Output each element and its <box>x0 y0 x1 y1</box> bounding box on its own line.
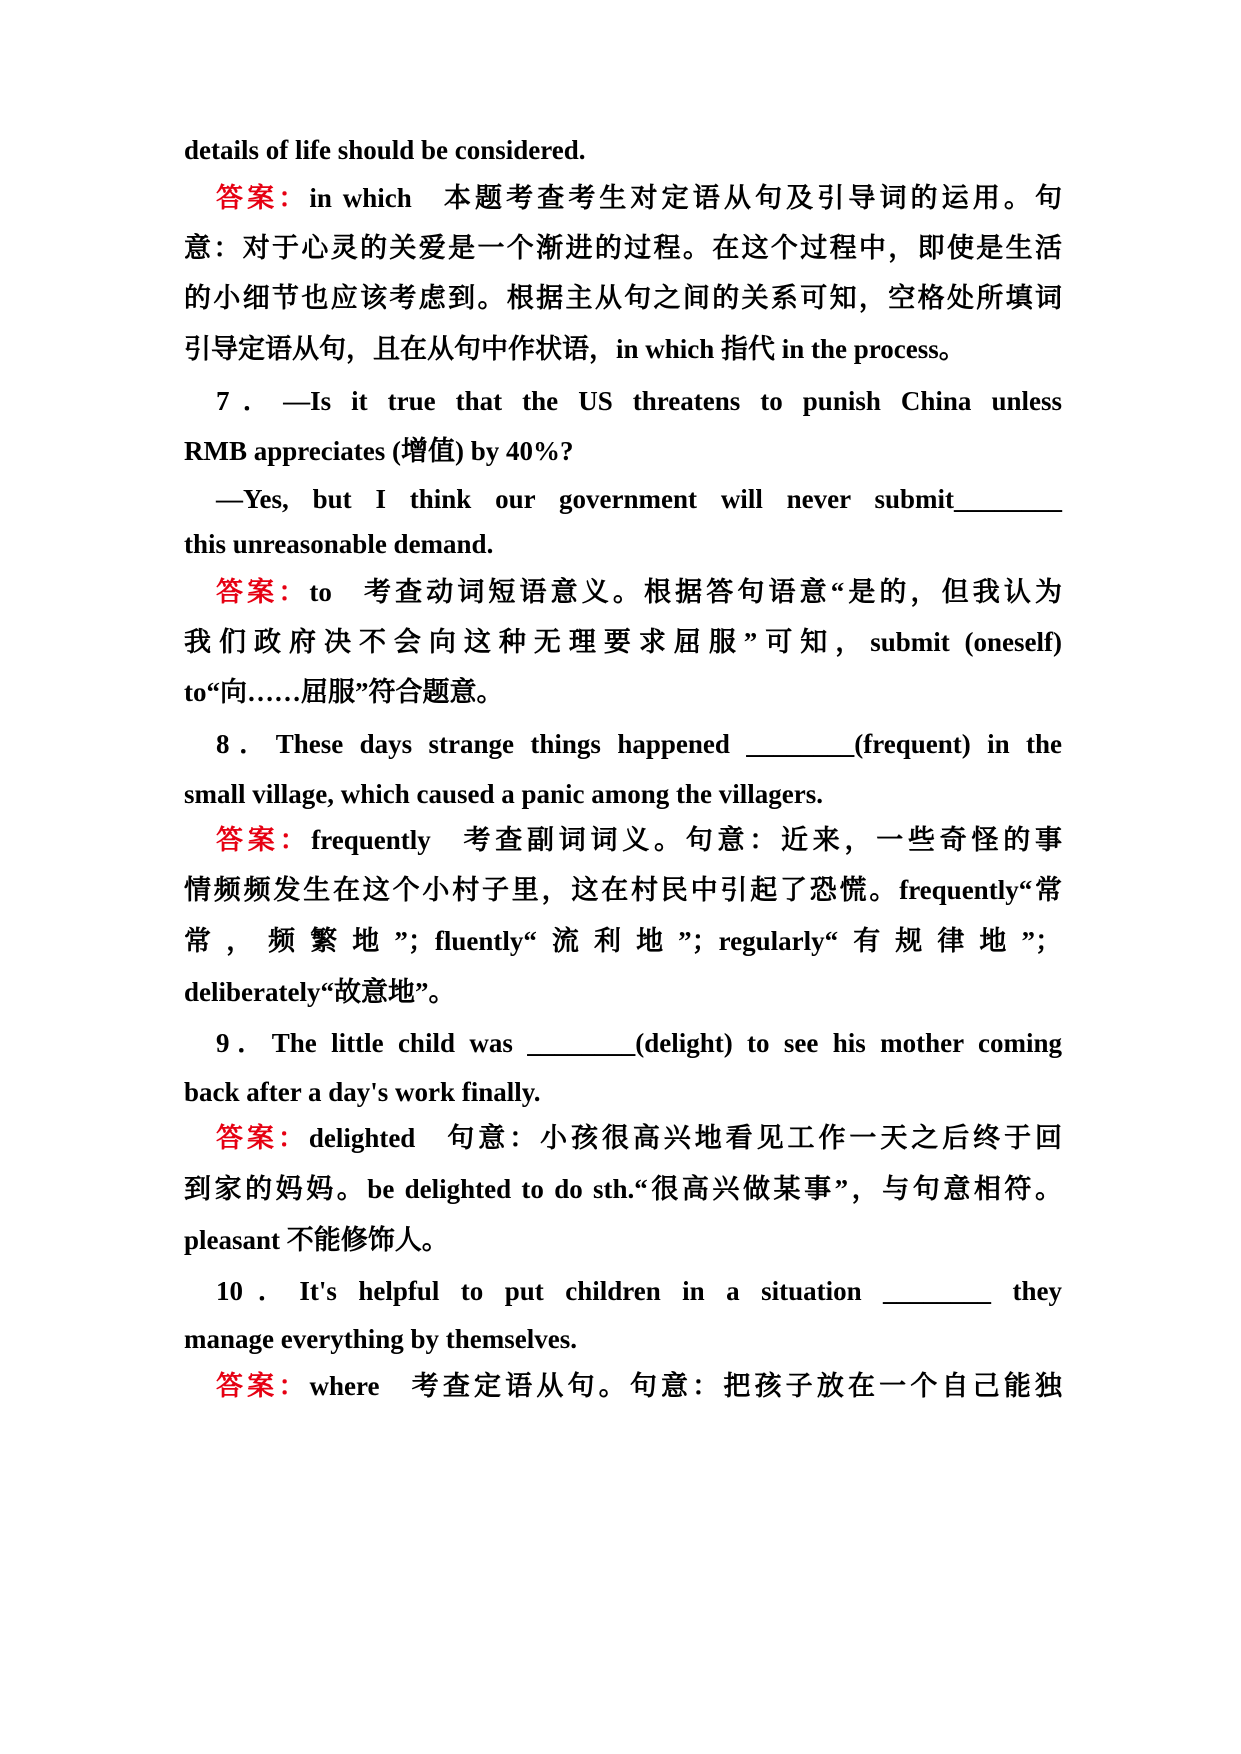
answer-8-first-line <box>216 822 1062 858</box>
answer-8-line: 常，频繁地”；fluently“流利地”；regularly“有规律地”； <box>184 926 1062 956</box>
answer-7-line: 我们政府决不会向这种无理要求屈服”可知，submit (oneself) <box>184 627 1062 657</box>
question-7-reply: —Yes, but I think our government will never submit________ <box>216 484 1062 514</box>
answer-key: in which <box>309 183 412 213</box>
answer-explanation: 句意：小孩很高兴地看见工作一天之后终于回 <box>443 1123 1063 1153</box>
answer-10-first-line <box>216 1368 1062 1404</box>
answer-label: 答案： <box>216 183 310 213</box>
answer-key: to <box>309 577 332 607</box>
answer-key: frequently <box>311 825 431 855</box>
answer-9-first-line <box>216 1120 1062 1156</box>
answer-9-line: 到家的妈妈。be delighted to do sth.“很高兴做某事”，与句意相符。 <box>184 1174 1062 1204</box>
answer-6-line: 引导定语从句，且在从句中作状语，in which 指代 in the process。 <box>184 334 966 364</box>
question-6-tail: details of life should be considered. <box>184 135 586 165</box>
answer-key: where <box>309 1371 380 1401</box>
question-10: 10．It's helpful to put children in a situation ________ they <box>216 1276 1062 1306</box>
answer-explanation: 本题考查考生对定语从句及引导词的运用。句 <box>439 183 1063 213</box>
question-8: 8．These days strange things happened ________(frequent) in the <box>216 729 1062 759</box>
answer-label: 答案： <box>216 1123 309 1153</box>
answer-6-first-line <box>216 180 1062 216</box>
answer-8-line: deliberately“故意地”。 <box>184 977 456 1007</box>
answer-7-first-line <box>216 574 1062 610</box>
answer-9-line: pleasant 不能修饰人。 <box>184 1225 449 1255</box>
question-8-line: small village, which caused a panic among the villagers. <box>184 779 824 809</box>
answer-7-line: to“向……屈服”符合题意。 <box>184 677 504 707</box>
answer-explanation: 考查副词词义。句意：近来，一些奇怪的事 <box>458 825 1062 855</box>
answer-label: 答案： <box>216 577 310 607</box>
answer-6-line: 意：对于心灵的关爱是一个渐进的过程。在这个过程中，即使是生活 <box>184 233 1062 263</box>
question-7-line: RMB appreciates (增值) by 40%? <box>184 436 574 466</box>
answer-label: 答案： <box>216 825 312 855</box>
answer-key: delighted <box>308 1123 416 1153</box>
question-7-reply-line: this unreasonable demand. <box>184 529 494 559</box>
answer-explanation: 考查定语从句。句意：把孩子放在一个自己能独 <box>407 1371 1063 1401</box>
answer-explanation: 考查动词短语意义。根据答句语意“是的，但我认为 <box>359 577 1063 607</box>
question-9-line: back after a day's work finally. <box>184 1077 541 1107</box>
answer-label: 答案： <box>216 1371 310 1401</box>
question-9: 9．The little child was ________(delight) to see his mother coming <box>216 1028 1062 1058</box>
question-10-line: manage everything by themselves. <box>184 1324 577 1354</box>
answer-8-line: 情频频发生在这个小村子里，这在村民中引起了恐慌。frequently“常 <box>184 875 1062 905</box>
answer-6-line: 的小细节也应该考虑到。根据主从句之间的关系可知，空格处所填词 <box>184 283 1062 313</box>
question-7: 7．—Is it true that the US threatens to punish China unless <box>216 386 1062 416</box>
